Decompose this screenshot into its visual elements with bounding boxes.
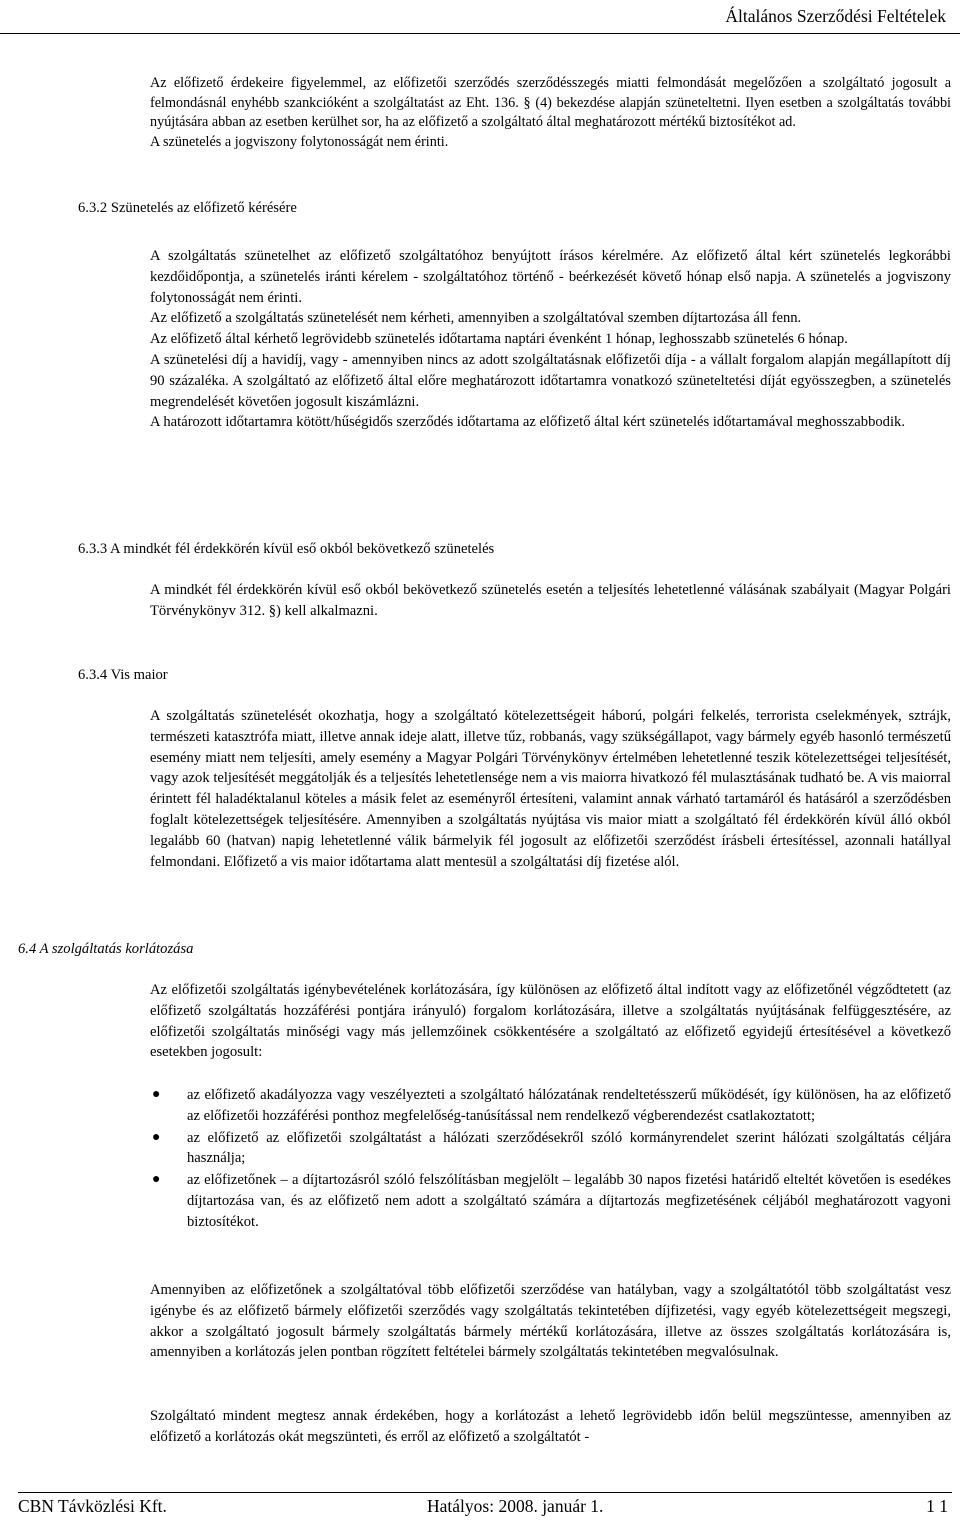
section-heading-6-3-2: 6.3.2 Szünetelés az előfizető kérésére [78, 200, 297, 216]
paragraph: Az előfizetői szolgáltatás igénybevételének korlátozására, így különösen az előfizető által indított vagy az előfizetőnél végződtetett (az előfizető szolgáltatás hozzáférési pontjára irányuló) forgalom korlátozására, illetve a szolgáltatás nyújtásának felfüggesztésére, az előfizetői szolgáltatás minőségi vagy más jellemzőinek csökkentésére a szolgáltató az előfizető egyidejű értesítésével a következő esetekben jogosult: [150, 982, 951, 1061]
list-item [150, 1128, 951, 1170]
section-6-3-4-body [150, 706, 951, 872]
section-heading-6-4: 6.4 A szolgáltatás korlátozása [18, 941, 194, 957]
paragraph: Amennyiben az előfizetőnek a szolgáltatóval több előfizetői szerződése van hatályban, vagy a szolgáltatótól több szolgáltatást vesz igénybe és az előfizető bármely előfizetői szerződés vagy szolgáltatás tekintetében díjfizetési, vagy egyéb kötelezettségeit megszegi, akkor a szolgáltató jogosult bármely szolgáltatás bármely mértékű korlátozására, illetve az összes szolgáltatás korlátozására is, amennyiben a korlátozás jelen pontban rögzített feltételei bármely szolgáltatás tekintetében megvalósulnak. [150, 1282, 951, 1361]
paragraph: Szolgáltató mindent megtesz annak érdekében, hogy a korlátozást a lehető legrövidebb időn belül megszüntesse, amennyiben az előfizető a korlátozás okát megszünteti, és erről az előfizető a szolgáltatót - [150, 1408, 951, 1445]
paragraph: Az előfizető a szolgáltatás szünetelését nem kérheti, amennyiben a szolgáltatóval szemben díjtartozása áll fenn. [150, 310, 802, 327]
paragraph: A szolgáltatás szünetelését okozhatja, hogy a szolgáltató kötelezettségeit háború, polgári felkelés, terrorista cselekmények, sztrájk, természeti katasztrófa miatt, illetve annak ideje alatt, illetve tűz, robbanás, vagy szükségállapot, vagy bármely egyéb hasonló természetű esemény miatt nem teljesíti, amely esemény a Magyar Polgári Törvénykönyv értelmében lehetetlenné teszik kötelezettségei teljesítését, vagy azok teljesítését meggátolják és a teljesítés lehetetlensége nem a vis maiorra hivatkozó fél mulasztásának tudható be. A vis maiorral érintett fél haladéktalanul köteles a másik felet az eseményről értesíteni, valamint annak várható tartamáról és hatásáról a szerződésben foglalt kötelezettségek teljesítésére. Amennyiben a szolgáltatás nyújtása vis maior miatt a szolgáltató fél érdekkörén kívül álló okból legalább 60 (hatvan) napig lehetetlenné válik bármelyik fél jogosult az előfizetői szerződést írásbeli értesítéssel, azonnali hatállyal felmondani. Előfizető a vis maior időtartama alatt mentesül a szolgáltatási díj fizetése alól. [150, 708, 951, 870]
list-item [150, 1085, 951, 1127]
paragraph: A mindkét fél érdekkörén kívül eső okból bekövetkező szünetelés esetén a teljesítés lehetetlenné válásának szabályait (Magyar Polgári Törvénykönyv 312. §) kell alkalmazni. [150, 582, 951, 619]
bullet-icon: ● [152, 1172, 161, 1188]
section-6-4-paragraph-2 [150, 1280, 951, 1363]
list-item-text: az előfizető akadályozza vagy veszélyezteti a szolgáltató hálózatának rendeltetésszerű működését, így különösen, ha az előfizető az előfizetői hozzáférési ponthoz megfelelőség-tanúsítással nem rendelkező végberendezést csatlakoztatott; [187, 1087, 951, 1124]
footer-divider [18, 1492, 952, 1493]
list-item-text: az előfizetőnek – a díjtartozásról szóló felszólításban megjelölt – legalább 30 napos fizetési határidő elteltét követően is esedékes díjtartozása van, és az előfizető nem adott a szolgáltató számára a díjtartozás megfizetésének céljából meghatározott vagyoni biztosítékot. [187, 1172, 951, 1230]
section-6-4-intro [150, 980, 951, 1063]
paragraph: Az előfizető által kérhető legrövidebb szünetelés időtartama naptári évenként 1 hónap, leghosszabb szünetelés 6 hónap. [150, 331, 848, 348]
paragraph: A határozott időtartamra kötött/hűségidős szerződés időtartama az előfizető által kért szünetelés időtartamával meghosszabbodik. [150, 414, 905, 431]
page-footer [0, 1492, 960, 1521]
intro-block [150, 74, 951, 152]
footer-company: CBN Távközlési Kft. [18, 1496, 167, 1516]
intro-paragraph: A szünetelés a jogviszony folytonosságát nem érinti. [150, 133, 449, 150]
list-item-text: az előfizető az előfizetői szolgáltatást a hálózati szerződésekről szóló kormányrendelet szerint hálózati szolgáltatás céljára használja; [187, 1129, 951, 1167]
section-6-3-3-body [150, 580, 951, 622]
restriction-list [150, 1085, 951, 1234]
bullet-icon: ● [152, 1129, 161, 1145]
paragraph: A szünetelési díj a havidíj, vagy - amennyiben nincs az adott szolgáltatásnak előfizetői díja - a vállalt forgalom alapján megállapított díj 90 százaléka. A szolgáltató az előfizető által előre meghatározott időtartamra vonatkozó szüneteltetési díját egyösszegben, a szünetelés megrendelését követően jogosult kiszámlázni. [150, 351, 951, 410]
footer-effective-date: Hatályos: 2008. január 1. [427, 1496, 604, 1516]
intro-paragraph: Az előfizető érdekeire figyelemmel, az előfizetői szerződés szerződésszegés miatti felmondását megelőzően a szolgáltató jogosult a felmondásnál enyhébb szankcióként a szolgáltatást az Eht. 136. § (4) bekezdése alapján szüneteltetni. Ilyen esetben a szolgáltatás további nyújtására abban az esetben kerülhet sor, ha az előfizető a szolgáltató által meghatározott mértékű biztosítékot ad. [150, 75, 951, 130]
bullet-icon: ● [152, 1087, 161, 1102]
section-6-3-2-body [150, 246, 951, 433]
page-header [0, 0, 960, 34]
section-heading-6-3-4: 6.3.4 Vis maior [78, 667, 168, 683]
header-divider [0, 33, 960, 34]
paragraph: A szolgáltatás szünetelhet az előfizető szolgáltatóhoz benyújtott írásos kérelmére. Az előfizető által kért szünetelés legkorábbi kezdőidőpontja, a szünetelés iránti kérelem - szolgáltatóhoz történő - beérkezését követő hónap első napja. A szünetelés a jogviszony folytonosságát nem érinti. [150, 248, 951, 306]
list-item [150, 1170, 951, 1232]
document-title: Általános Szerződési Feltételek [725, 6, 946, 26]
section-6-4-paragraph-3 [150, 1406, 951, 1448]
section-heading-6-3-3: 6.3.3 A mindkét fél érdekkörén kívül eső okból bekövetkező szünetelés [78, 541, 495, 557]
page-number: 1 1 [926, 1496, 948, 1516]
